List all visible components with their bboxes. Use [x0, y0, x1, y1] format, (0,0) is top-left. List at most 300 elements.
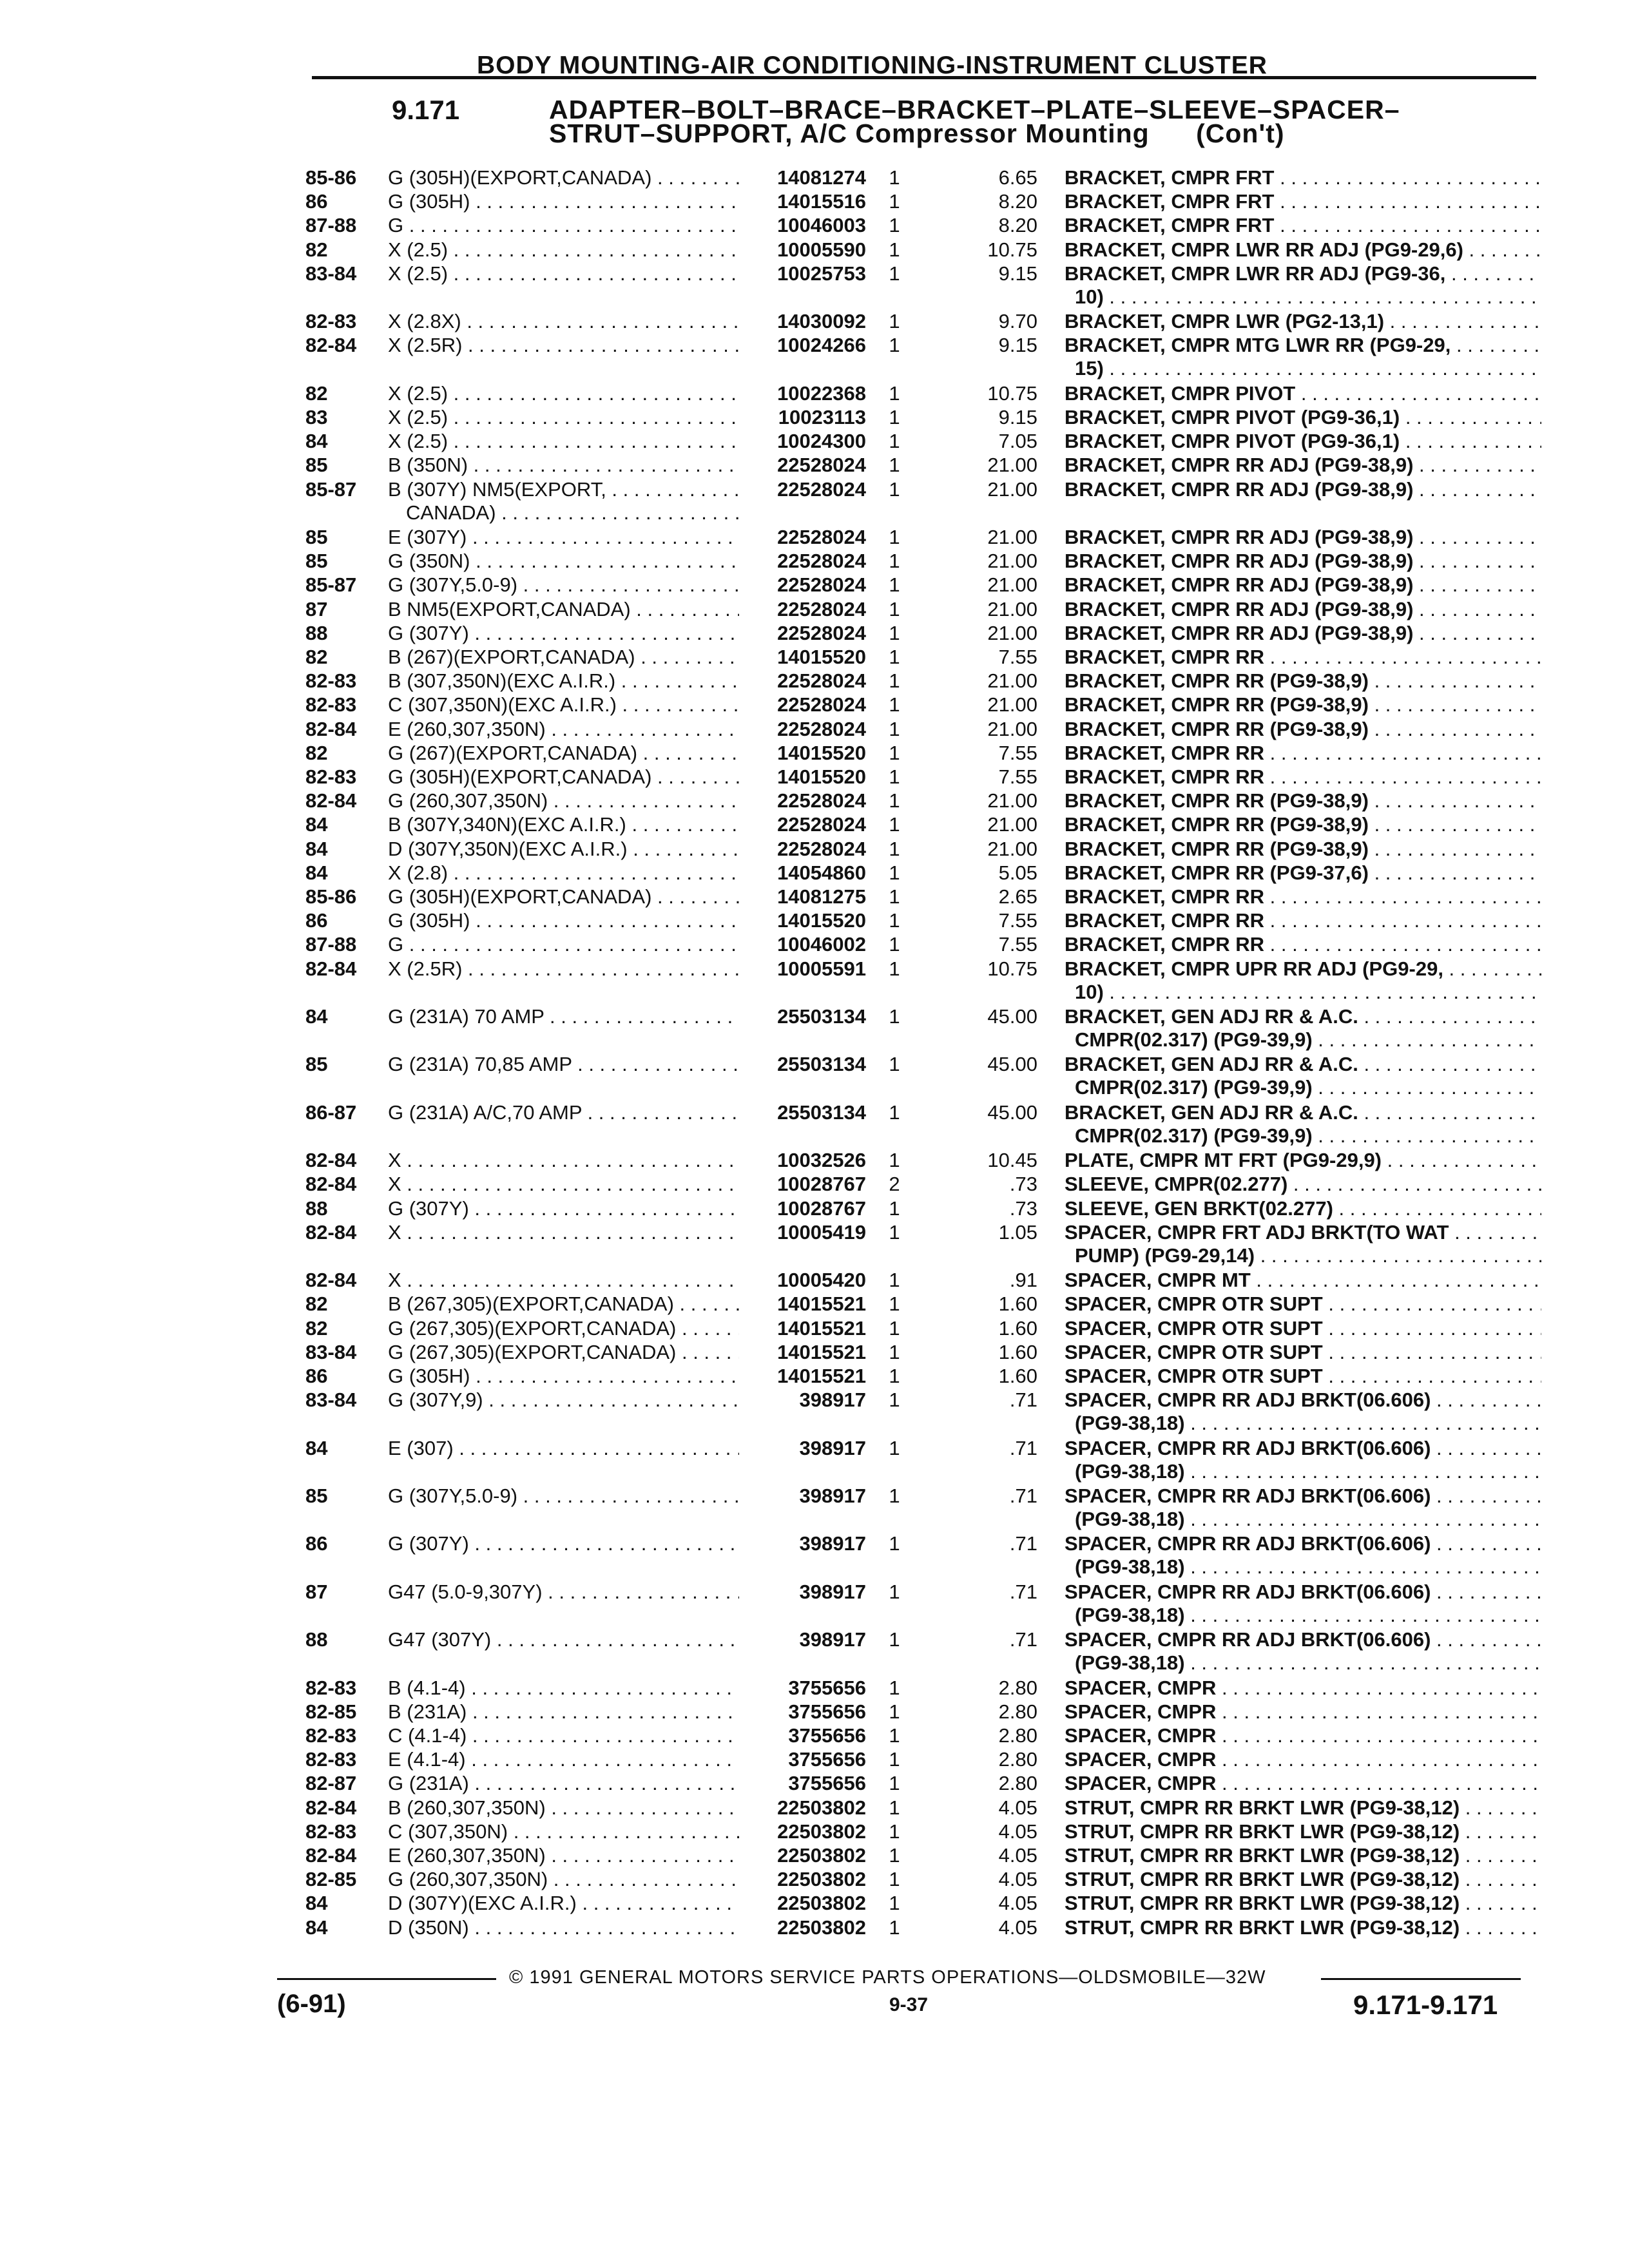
price-cell: 21.00 — [987, 718, 1037, 740]
part-number-cell: 22528024 — [777, 598, 866, 620]
quantity-cell: 1 — [889, 693, 900, 716]
description-cell — [1065, 166, 1541, 189]
description-cell — [1065, 1843, 1541, 1867]
application-cell: X (2.5R) . . . — [388, 333, 739, 357]
description-text: STRUT, CMPR RR BRKT LWR (PG9-38,12) — [1065, 1868, 1460, 1890]
quantity-cell: 1 — [889, 909, 900, 932]
table-row — [0, 1052, 1629, 1099]
description-continuation: CMPR(02.317) (PG9-39,9) . . . — [1075, 1075, 1541, 1099]
quantity-cell: 1 — [889, 933, 900, 956]
part-number-cell: 398917 — [799, 1581, 866, 1603]
year-cell: 82 — [305, 1317, 328, 1340]
table-row — [0, 1196, 1629, 1220]
price-cell: 1.60 — [998, 1365, 1037, 1387]
description-cell — [1065, 213, 1541, 237]
description-text: BRACKET, CMPR FRT — [1065, 166, 1275, 189]
application-cell: B (260,307,350N) . . . — [388, 1796, 739, 1820]
year-cell: 83-84 — [305, 1389, 357, 1411]
year-cell: 82 — [305, 646, 328, 668]
table-row — [0, 381, 1629, 405]
description-text: SPACER, CMPR RR ADJ BRKT(06.606) — [1065, 1628, 1431, 1651]
table-row — [0, 1316, 1629, 1340]
part-number-cell: 14081274 — [777, 166, 866, 189]
year-cell: 85 — [305, 550, 328, 572]
description-text: STRUT, CMPR RR BRKT LWR (PG9-38,12) — [1065, 1796, 1460, 1819]
description-cell — [1065, 477, 1541, 501]
description-cell — [1065, 693, 1541, 716]
table-row — [0, 1100, 1629, 1147]
description-cell — [1065, 621, 1541, 645]
footer-date: (6-91) — [277, 1990, 346, 2018]
quantity-cell: 1 — [889, 166, 900, 189]
year-cell: 85 — [305, 1485, 328, 1507]
year-cell: 82-83 — [305, 1677, 357, 1699]
price-cell: 4.05 — [998, 1820, 1037, 1843]
year-cell: 82-84 — [305, 957, 357, 980]
description-text: BRACKET, CMPR RR (PG9-38,9) — [1065, 693, 1369, 716]
table-row — [0, 453, 1629, 477]
application-cell: G (350N) . . . — [388, 549, 739, 573]
part-number-cell: 22503802 — [777, 1796, 866, 1819]
part-number-cell: 22528024 — [777, 838, 866, 860]
quantity-cell: 1 — [889, 1005, 900, 1028]
part-number-cell: 22528024 — [777, 550, 866, 572]
quantity-cell: 1 — [889, 214, 900, 236]
application-cell: G (267,305)(EXPORT,CANADA) . . . — [388, 1316, 739, 1340]
quantity-cell: 1 — [889, 598, 900, 620]
price-cell: .71 — [1009, 1581, 1037, 1603]
application-cell: X (2.5R) . . . — [388, 957, 739, 981]
description-cell — [1065, 741, 1541, 765]
part-number-cell: 22528024 — [777, 478, 866, 501]
application-cell: G47 (307Y) . . . — [388, 1628, 739, 1651]
table-row — [0, 1580, 1629, 1626]
quantity-cell: 1 — [889, 1844, 900, 1867]
application-cell: G (305H) . . . — [388, 189, 739, 213]
description-text: SPACER, CMPR OTR SUPT — [1065, 1293, 1323, 1315]
description-cell — [1065, 1628, 1541, 1651]
description-text: SLEEVE, CMPR(02.277) — [1065, 1173, 1288, 1195]
description-text: BRACKET, CMPR LWR RR ADJ (PG9-29,6) — [1065, 238, 1463, 261]
description-cell — [1065, 1532, 1541, 1555]
year-cell: 85-86 — [305, 166, 357, 189]
application-cell: G (305H) . . . — [388, 908, 739, 932]
description-text: SPACER, CMPR OTR SUPT — [1065, 1317, 1323, 1340]
application-cell: B (267)(EXPORT,CANADA) . . . — [388, 645, 739, 669]
part-number-cell: 10032526 — [777, 1149, 866, 1171]
description-text: SPACER, CMPR FRT ADJ BRKT(TO WAT — [1065, 1221, 1449, 1244]
description-cell — [1065, 957, 1541, 981]
table-row — [0, 621, 1629, 645]
price-cell: 21.00 — [987, 550, 1037, 572]
price-cell: 2.80 — [998, 1748, 1037, 1771]
year-cell: 85-86 — [305, 885, 357, 908]
description-cell — [1065, 189, 1541, 213]
year-cell: 86 — [305, 1532, 328, 1555]
quantity-cell: 1 — [889, 1365, 900, 1387]
application-cell: G . . . — [388, 932, 739, 956]
table-row — [0, 669, 1629, 693]
application-cell: B (4.1-4) . . . — [388, 1676, 739, 1700]
application-cell: E (260,307,350N) . . . — [388, 1843, 739, 1867]
quantity-cell: 1 — [889, 1700, 900, 1723]
year-cell: 86-87 — [305, 1101, 357, 1124]
table-row — [0, 693, 1629, 716]
year-cell: 82-84 — [305, 718, 357, 740]
description-cell — [1065, 1004, 1541, 1028]
part-number-cell: 10025753 — [777, 262, 866, 285]
table-row — [0, 645, 1629, 669]
quantity-cell: 1 — [889, 550, 900, 572]
application-cell: G (305H) . . . — [388, 1364, 739, 1388]
quantity-cell: 1 — [889, 1221, 900, 1244]
application-cell: D (307Y,350N)(EXC A.I.R.) . . . — [388, 837, 739, 861]
table-row — [0, 957, 1629, 1003]
description-text: SPACER, CMPR OTR SUPT — [1065, 1341, 1323, 1363]
part-number-cell: 14015520 — [777, 909, 866, 932]
part-number-cell: 25503134 — [777, 1101, 866, 1124]
part-number-cell: 3755656 — [788, 1772, 866, 1794]
year-cell: 82-83 — [305, 1748, 357, 1771]
description-text: STRUT, CMPR RR BRKT LWR (PG9-38,12) — [1065, 1820, 1460, 1843]
table-row — [0, 405, 1629, 429]
application-cell: X (2.8X) . . . — [388, 309, 739, 333]
quantity-cell: 1 — [889, 646, 900, 668]
description-text: SPACER, CMPR RR ADJ BRKT(06.606) — [1065, 1532, 1431, 1555]
description-text: BRACKET, CMPR RR (PG9-38,9) — [1065, 718, 1369, 740]
application-cell: B (307Y,340N)(EXC A.I.R.) . . . — [388, 812, 739, 836]
description-text: SPACER, CMPR — [1065, 1748, 1217, 1771]
description-text: SPACER, CMPR OTR SUPT — [1065, 1365, 1323, 1387]
quantity-cell: 1 — [889, 1149, 900, 1171]
quantity-cell: 1 — [889, 1053, 900, 1075]
price-cell: 21.00 — [987, 573, 1037, 596]
table-row — [0, 1843, 1629, 1867]
year-cell: 83 — [305, 406, 328, 428]
year-cell: 84 — [305, 1005, 328, 1028]
year-cell: 88 — [305, 1197, 328, 1220]
price-cell: 21.00 — [987, 598, 1037, 620]
year-cell: 82 — [305, 238, 328, 261]
description-text: BRACKET, CMPR PIVOT (PG9-36,1) — [1065, 430, 1400, 452]
application-cell: G (305H)(EXPORT,CANADA) . . . — [388, 885, 739, 908]
part-number-cell: 22503802 — [777, 1892, 866, 1914]
table-row — [0, 477, 1629, 524]
quantity-cell: 1 — [889, 813, 900, 836]
price-cell: .71 — [1009, 1532, 1037, 1555]
price-cell: 9.15 — [998, 262, 1037, 285]
application-cell: G (307Y,5.0-9) . . . — [388, 1484, 739, 1508]
table-row — [0, 1724, 1629, 1747]
price-cell: 8.20 — [998, 190, 1037, 213]
year-cell: 82 — [305, 742, 328, 764]
description-text: BRACKET, GEN ADJ RR & A.C. — [1065, 1053, 1358, 1075]
part-number-cell: 14015516 — [777, 190, 866, 213]
price-cell: 8.20 — [998, 214, 1037, 236]
table-row — [0, 1771, 1629, 1795]
part-number-cell: 10005419 — [777, 1221, 866, 1244]
description-text: BRACKET, CMPR RR ADJ (PG9-38,9) — [1065, 478, 1414, 501]
description-cell — [1065, 1052, 1541, 1076]
quantity-cell: 1 — [889, 190, 900, 213]
description-cell — [1065, 1700, 1541, 1724]
year-cell: 82 — [305, 382, 328, 405]
quantity-cell: 1 — [889, 478, 900, 501]
year-cell: 82-84 — [305, 1844, 357, 1867]
part-number-cell: 22503802 — [777, 1868, 866, 1890]
part-number-cell: 14015520 — [777, 742, 866, 764]
description-text: SPACER, CMPR — [1065, 1677, 1217, 1699]
description-text: BRACKET, CMPR RR ADJ (PG9-38,9) — [1065, 454, 1414, 476]
year-cell: 85-87 — [305, 478, 357, 501]
price-cell: 9.70 — [998, 310, 1037, 332]
application-cell: D (307Y)(EXC A.I.R.) . . . — [388, 1891, 739, 1915]
description-text: BRACKET, CMPR UPR RR ADJ (PG9-29, — [1065, 957, 1443, 980]
description-text: BRACKET, CMPR RR ADJ (PG9-38,9) — [1065, 598, 1414, 620]
table-row — [0, 1172, 1629, 1196]
table-row — [0, 166, 1629, 189]
application-cell: X (2.5) . . . — [388, 405, 739, 429]
description-cell — [1065, 597, 1541, 621]
application-cell: B (307,350N)(EXC A.I.R.) . . . — [388, 669, 739, 693]
quantity-cell: 1 — [889, 1677, 900, 1699]
description-cell — [1065, 453, 1541, 477]
year-cell: 88 — [305, 1628, 328, 1651]
part-number-cell: 22528024 — [777, 526, 866, 548]
table-row — [0, 812, 1629, 836]
section-number: 9.171 — [392, 95, 460, 125]
part-number-cell: 22503802 — [777, 1820, 866, 1843]
part-number-cell: 22528024 — [777, 622, 866, 644]
price-cell: 7.55 — [998, 646, 1037, 668]
part-number-cell: 398917 — [799, 1628, 866, 1651]
table-row — [0, 238, 1629, 262]
price-cell: 45.00 — [987, 1053, 1037, 1075]
quantity-cell: 1 — [889, 1437, 900, 1459]
application-cell: G (307Y) . . . — [388, 621, 739, 645]
table-row — [0, 1532, 1629, 1578]
application-cell: G (307Y,9) . . . — [388, 1388, 739, 1412]
description-cell — [1065, 861, 1541, 885]
application-cell: E (260,307,350N) . . . — [388, 717, 739, 741]
quantity-cell: 1 — [889, 334, 900, 356]
part-number-cell: 22528024 — [777, 573, 866, 596]
price-cell: 21.00 — [987, 526, 1037, 548]
quantity-cell: 1 — [889, 382, 900, 405]
price-cell: 45.00 — [987, 1005, 1037, 1028]
description-cell — [1065, 837, 1541, 861]
price-cell: 45.00 — [987, 1101, 1037, 1124]
year-cell: 88 — [305, 622, 328, 644]
table-row — [0, 309, 1629, 333]
year-cell: 82-84 — [305, 1221, 357, 1244]
price-cell: 10.75 — [987, 957, 1037, 980]
description-text: SPACER, CMPR RR ADJ BRKT(06.606) — [1065, 1437, 1431, 1459]
description-text: STRUT, CMPR RR BRKT LWR (PG9-38,12) — [1065, 1844, 1460, 1867]
price-cell: 4.05 — [998, 1868, 1037, 1890]
table-row — [0, 741, 1629, 765]
year-cell: 82-83 — [305, 669, 357, 692]
price-cell: 5.05 — [998, 861, 1037, 884]
table-row — [0, 1916, 1629, 1939]
table-row — [0, 1388, 1629, 1434]
description-text: BRACKET, CMPR RR (PG9-38,9) — [1065, 813, 1369, 836]
year-cell: 82-85 — [305, 1868, 357, 1890]
part-number-cell: 10024266 — [777, 334, 866, 356]
description-continuation: (PG9-38,18) . . . — [1075, 1603, 1541, 1627]
price-cell: 1.60 — [998, 1341, 1037, 1363]
quantity-cell: 1 — [889, 669, 900, 692]
table-row — [0, 189, 1629, 213]
application-cell: X . . . — [388, 1148, 739, 1172]
description-text: BRACKET, CMPR RR — [1065, 885, 1264, 908]
table-row — [0, 597, 1629, 621]
price-cell: .73 — [1009, 1173, 1037, 1195]
application-cell: X (2.5) . . . — [388, 381, 739, 405]
application-cell: X . . . — [388, 1172, 739, 1196]
description-text: STRUT, CMPR RR BRKT LWR (PG9-38,12) — [1065, 1916, 1460, 1939]
application-cell: E (307Y) . . . — [388, 525, 739, 549]
year-cell: 84 — [305, 813, 328, 836]
quantity-cell: 1 — [889, 1341, 900, 1363]
footer-page-number: 9-37 — [889, 1994, 929, 2015]
part-number-cell: 10005590 — [777, 238, 866, 261]
year-cell: 82-83 — [305, 1724, 357, 1747]
table-row — [0, 1747, 1629, 1771]
description-cell — [1065, 525, 1541, 549]
part-number-cell: 3755656 — [788, 1724, 866, 1747]
description-text: SLEEVE, GEN BRKT(02.277) — [1065, 1197, 1333, 1220]
description-text: BRACKET, CMPR RR ADJ (PG9-38,9) — [1065, 526, 1414, 548]
application-cell: D (350N) . . . — [388, 1916, 739, 1939]
part-number-cell: 398917 — [799, 1437, 866, 1459]
table-row — [0, 1436, 1629, 1483]
application-cell: G (305H)(EXPORT,CANADA) . . . — [388, 166, 739, 189]
price-cell: .71 — [1009, 1437, 1037, 1459]
quantity-cell: 1 — [889, 789, 900, 812]
part-number-cell: 14081275 — [777, 885, 866, 908]
description-text: BRACKET, CMPR MTG LWR RR (PG9-29, — [1065, 334, 1451, 356]
year-cell: 86 — [305, 190, 328, 213]
description-continuation: 10) . . . — [1075, 980, 1541, 1004]
table-row — [0, 1220, 1629, 1267]
description-text: STRUT, CMPR RR BRKT LWR (PG9-38,12) — [1065, 1892, 1460, 1914]
application-cell: X (2.5) . . . — [388, 429, 739, 453]
price-cell: 2.80 — [998, 1724, 1037, 1747]
quantity-cell: 1 — [889, 1748, 900, 1771]
part-number-cell: 10022368 — [777, 382, 866, 405]
part-number-cell: 22528024 — [777, 789, 866, 812]
table-row — [0, 1820, 1629, 1843]
application-cell: X (2.5) . . . — [388, 238, 739, 262]
year-cell: 82-83 — [305, 693, 357, 716]
description-cell — [1065, 1436, 1541, 1460]
quantity-cell: 1 — [889, 1916, 900, 1939]
description-continuation: CMPR(02.317) (PG9-39,9) . . . — [1075, 1028, 1541, 1052]
quantity-cell: 1 — [889, 622, 900, 644]
quantity-cell: 1 — [889, 1197, 900, 1220]
description-cell — [1065, 1747, 1541, 1771]
quantity-cell: 1 — [889, 718, 900, 740]
year-cell: 84 — [305, 1916, 328, 1939]
quantity-cell: 1 — [889, 1724, 900, 1747]
price-cell: 1.60 — [998, 1317, 1037, 1340]
table-row — [0, 932, 1629, 956]
part-number-cell: 25503134 — [777, 1005, 866, 1028]
year-cell: 84 — [305, 430, 328, 452]
quantity-cell: 1 — [889, 406, 900, 428]
footer-section-range: 9.171-9.171 — [1353, 1990, 1498, 2020]
table-row — [0, 1796, 1629, 1820]
year-cell: 82-84 — [305, 1796, 357, 1819]
description-cell — [1065, 333, 1541, 357]
year-cell: 82-83 — [305, 1820, 357, 1843]
price-cell: 1.60 — [998, 1293, 1037, 1315]
description-cell — [1065, 573, 1541, 597]
description-text: BRACKET, CMPR RR — [1065, 933, 1264, 956]
year-cell: 82-84 — [305, 1269, 357, 1291]
application-cell: E (4.1-4) . . . — [388, 1747, 739, 1771]
description-cell — [1065, 429, 1541, 453]
year-cell: 87 — [305, 598, 328, 620]
description-text: BRACKET, CMPR FRT — [1065, 190, 1275, 213]
table-row — [0, 1628, 1629, 1674]
part-number-cell: 25503134 — [777, 1053, 866, 1075]
part-number-cell: 22528024 — [777, 669, 866, 692]
quantity-cell: 1 — [889, 1628, 900, 1651]
description-text: PLATE, CMPR MT FRT (PG9-29,9) — [1065, 1149, 1382, 1171]
quantity-cell: 1 — [889, 1796, 900, 1819]
table-row — [0, 765, 1629, 789]
year-cell: 85 — [305, 526, 328, 548]
price-cell: 10.45 — [987, 1149, 1037, 1171]
part-number-cell: 14015520 — [777, 765, 866, 788]
description-continuation: (PG9-38,18) . . . — [1075, 1555, 1541, 1579]
part-number-cell: 22528024 — [777, 813, 866, 836]
description-cell — [1065, 405, 1541, 429]
description-text: SPACER, CMPR RR ADJ BRKT(06.606) — [1065, 1389, 1431, 1411]
description-text: BRACKET, CMPR RR ADJ (PG9-38,9) — [1065, 550, 1414, 572]
description-cell — [1065, 1724, 1541, 1747]
description-continuation: (PG9-38,18) . . . — [1075, 1651, 1541, 1675]
price-cell: 21.00 — [987, 454, 1037, 476]
table-row — [0, 1340, 1629, 1364]
part-number-cell: 10046003 — [777, 214, 866, 236]
application-cell: G (307Y) . . . — [388, 1196, 739, 1220]
application-cell: G (305H)(EXPORT,CANADA) . . . — [388, 765, 739, 789]
description-text: BRACKET, CMPR PIVOT (PG9-36,1) — [1065, 406, 1400, 428]
application-cell: C (4.1-4) . . . — [388, 1724, 739, 1747]
application-cell: C (307,350N)(EXC A.I.R.) . . . — [388, 693, 739, 716]
table-row — [0, 1292, 1629, 1316]
year-cell: 82-83 — [305, 310, 357, 332]
description-text: BRACKET, CMPR RR (PG9-38,9) — [1065, 838, 1369, 860]
price-cell: 2.65 — [998, 885, 1037, 908]
table-row — [0, 429, 1629, 453]
part-number-cell: 10046002 — [777, 933, 866, 956]
part-number-cell: 14054860 — [777, 861, 866, 884]
description-cell — [1065, 932, 1541, 956]
part-number-cell: 3755656 — [788, 1677, 866, 1699]
application-cell: B (267,305)(EXPORT,CANADA) . . . — [388, 1292, 739, 1316]
description-cell — [1065, 1891, 1541, 1915]
description-text: BRACKET, CMPR RR (PG9-38,9) — [1065, 669, 1369, 692]
part-number-cell: 22528024 — [777, 454, 866, 476]
table-row — [0, 549, 1629, 573]
price-cell: 10.75 — [987, 238, 1037, 261]
description-text: BRACKET, CMPR FRT — [1065, 214, 1275, 236]
price-cell: 7.55 — [998, 933, 1037, 956]
